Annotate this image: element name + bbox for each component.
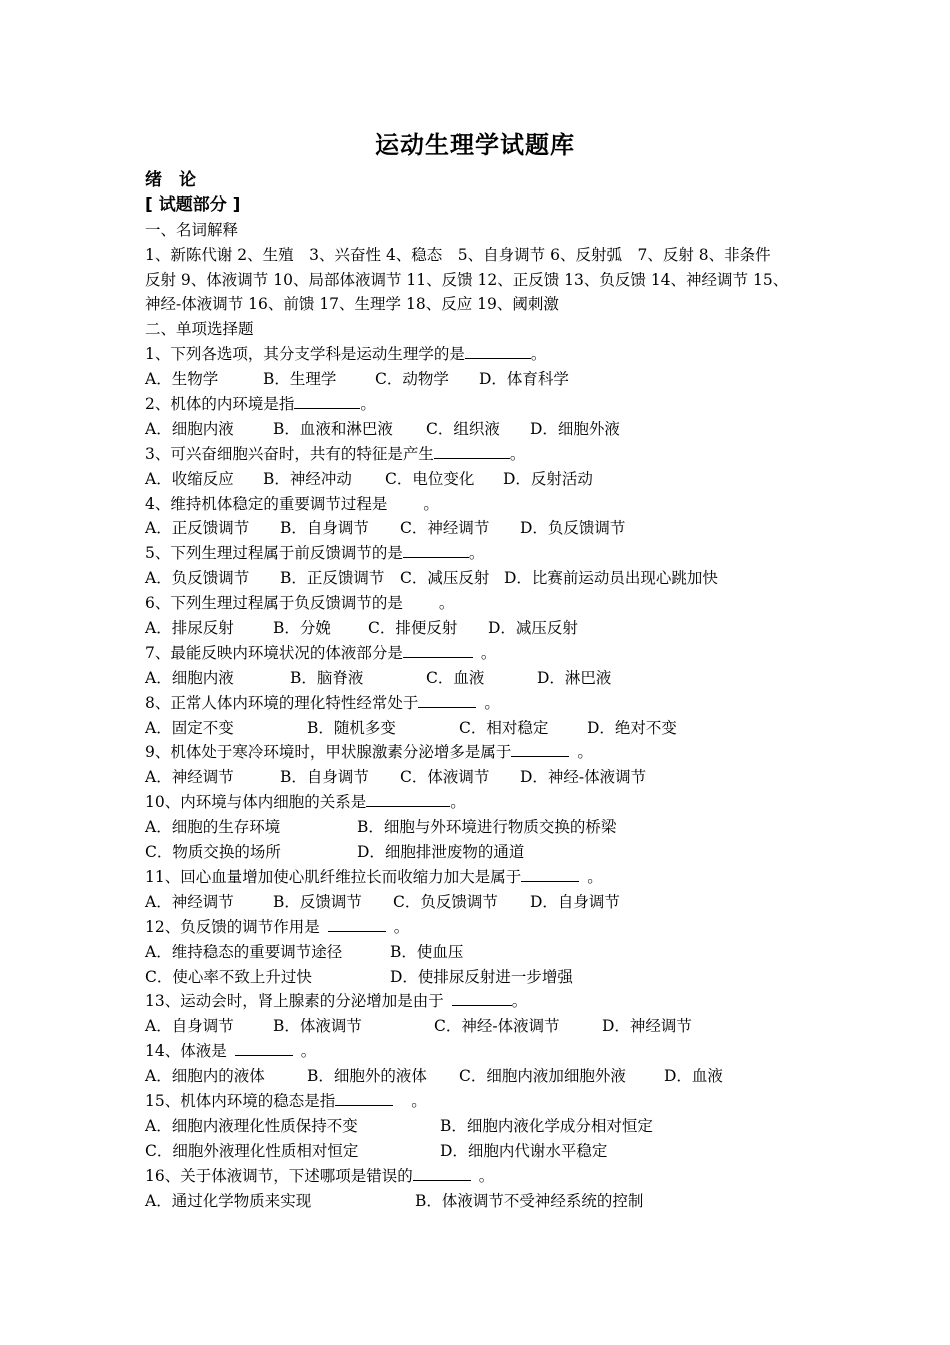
question-end: 。 xyxy=(509,444,526,463)
terms-line-2: 反射 9、体液调节 10、局部体液调节 11、反馈 12、正反馈 13、负反馈 14、神经调节 15、 xyxy=(145,270,789,289)
question-end: 。 xyxy=(411,1091,427,1110)
option-d: D．神经调节 xyxy=(602,1017,692,1036)
question-text: 12、负反馈的调节作用是 xyxy=(145,917,320,936)
question-5 xyxy=(145,541,815,566)
question-8 xyxy=(145,691,815,716)
option-a: A．神经调节 xyxy=(145,892,234,911)
option-c: C．血液 xyxy=(426,668,485,687)
options-3 xyxy=(145,467,815,492)
option-a: A．神经调节 xyxy=(145,768,234,787)
question-text: 16、关于体液调节，下述哪项是错误的 xyxy=(145,1166,413,1185)
question-end: 。 xyxy=(587,867,603,886)
question-text: 13、运动会时，肾上腺素的分泌增加是由于 xyxy=(145,992,444,1011)
option-c: C．减压反射 xyxy=(400,569,490,588)
question-text: 4、维持机体稳定的重要调节过程是 xyxy=(145,494,388,513)
options-10-cd xyxy=(145,840,815,865)
question-end: 。 xyxy=(423,494,439,513)
question-13 xyxy=(145,989,815,1014)
document-body xyxy=(145,168,815,1213)
question-end: 。 xyxy=(480,643,497,662)
question-text: 5、下列生理过程属于前反馈调节的是 xyxy=(145,544,403,563)
answer-blank xyxy=(235,1041,293,1056)
answer-blank xyxy=(521,867,579,882)
answer-blank xyxy=(403,643,473,658)
option-b: B．细胞外的液体 xyxy=(307,1067,427,1086)
option-c: C．体液调节 xyxy=(400,768,490,787)
answer-blank xyxy=(294,394,360,409)
option-a: A．排尿反射 xyxy=(145,619,234,638)
question-end: 。 xyxy=(478,1166,495,1185)
options-5 xyxy=(145,566,815,591)
option-d: D．绝对不变 xyxy=(587,718,677,737)
answer-blank xyxy=(452,991,512,1006)
option-d: D．细胞排泄废物的通道 xyxy=(357,843,525,862)
question-15 xyxy=(145,1089,815,1114)
option-a: A．细胞的生存环境 xyxy=(145,818,281,837)
option-b: B．体液调节 xyxy=(273,1017,362,1036)
option-b: B．生理学 xyxy=(263,370,337,389)
option-b: B．反馈调节 xyxy=(273,892,362,911)
options-14 xyxy=(145,1064,815,1089)
option-c: C．神经-体液调节 xyxy=(434,1017,560,1036)
question-end: 。 xyxy=(484,693,500,712)
options-7 xyxy=(145,666,815,691)
question-text: 15、机体内环境的稳态是指 xyxy=(145,1091,336,1110)
question-14 xyxy=(145,1039,815,1064)
question-text: 7、最能反映内环境状况的体液部分是 xyxy=(145,643,403,662)
option-a: A．收缩反应 xyxy=(145,469,234,488)
options-9 xyxy=(145,765,815,790)
answer-blank xyxy=(511,742,569,757)
option-c: C．负反馈调节 xyxy=(393,892,498,911)
options-6 xyxy=(145,616,815,641)
option-b: B．体液调节不受神经系统的控制 xyxy=(415,1191,644,1210)
option-c: C．相对稳定 xyxy=(459,718,549,737)
options-13 xyxy=(145,1014,815,1039)
question-2 xyxy=(145,392,815,417)
options-2 xyxy=(145,417,815,442)
option-a: A．细胞内液理化性质保持不变 xyxy=(145,1116,358,1135)
options-1 xyxy=(145,367,815,392)
option-d: D．淋巴液 xyxy=(537,668,612,687)
options-10-ab xyxy=(145,815,815,840)
question-text: 6、下列生理过程属于负反馈调节的是 xyxy=(145,594,403,613)
option-d: D．细胞内代谢水平稳定 xyxy=(440,1141,608,1160)
option-a: A．通过化学物质来实现 xyxy=(145,1191,312,1210)
option-a: A．负反馈调节 xyxy=(145,569,250,588)
question-end: 。 xyxy=(530,345,547,364)
question-text: 8、正常人体内环境的理化特性经常处于 xyxy=(145,693,419,712)
answer-blank xyxy=(465,344,531,359)
question-7 xyxy=(145,641,815,666)
answer-blank xyxy=(413,1166,471,1181)
terms-line-3: 神经-体液调节 16、前馈 17、生理学 18、反应 19、阈刺激 xyxy=(145,295,559,314)
question-text: 11、回心血量增加使心肌纤维拉长而收缩力加大是属于 xyxy=(145,867,522,886)
answer-blank xyxy=(418,693,476,708)
option-d: D．自身调节 xyxy=(530,892,620,911)
page-title: 运动生理学试题库 xyxy=(375,131,575,159)
question-10 xyxy=(145,790,815,815)
option-a: A．细胞内的液体 xyxy=(145,1067,265,1086)
answer-blank xyxy=(434,444,510,459)
option-d: D．减压反射 xyxy=(488,619,578,638)
option-d: D．神经-体液调节 xyxy=(520,768,647,787)
question-end: 。 xyxy=(511,992,528,1011)
question-16 xyxy=(145,1164,815,1189)
option-a: A．生物学 xyxy=(145,370,219,389)
option-a: A．自身调节 xyxy=(145,1017,234,1036)
answer-blank xyxy=(335,1091,393,1106)
section-heading-terms: 一、名词解释 xyxy=(145,220,239,239)
question-end: 。 xyxy=(450,793,466,812)
option-b: B．血液和淋巴液 xyxy=(273,419,393,438)
part-heading: [ 试题部分 ] xyxy=(145,194,241,215)
option-c: C．细胞内液加细胞外液 xyxy=(459,1067,626,1086)
option-d: D．血液 xyxy=(664,1067,723,1086)
option-b: B．自身调节 xyxy=(280,768,369,787)
option-d: D．体育科学 xyxy=(479,370,569,389)
option-d: D．负反馈调节 xyxy=(520,519,626,538)
answer-blank xyxy=(328,917,386,932)
question-end: 。 xyxy=(577,743,593,762)
option-d: D．反射活动 xyxy=(503,469,593,488)
option-a: A．固定不变 xyxy=(145,718,234,737)
option-c: C．使心率不致上升过快 xyxy=(145,967,312,986)
option-a: A．细胞内液 xyxy=(145,419,234,438)
option-d: D．比赛前运动员出现心跳加快 xyxy=(504,569,718,588)
option-c: C．组织液 xyxy=(426,419,500,438)
option-b: B．神经冲动 xyxy=(263,469,352,488)
options-4 xyxy=(145,516,815,541)
options-15-cd xyxy=(145,1139,815,1164)
option-b: B．细胞内液化学成分相对恒定 xyxy=(440,1116,653,1135)
options-11 xyxy=(145,890,815,915)
chapter-heading: 绪 论 xyxy=(145,170,196,190)
options-15-ab xyxy=(145,1114,815,1139)
question-9 xyxy=(145,740,815,765)
question-12 xyxy=(145,915,815,940)
question-end: 。 xyxy=(468,544,485,563)
option-b: B．自身调节 xyxy=(280,519,369,538)
question-6 xyxy=(145,591,815,616)
option-c: C．排便反射 xyxy=(368,619,458,638)
terms-line-1: 1、新陈代谢 2、生殖 3、兴奋性 4、稳态 5、自身调节 6、反射弧 7、反射 8、非条件 xyxy=(145,245,771,264)
answer-blank xyxy=(366,792,450,807)
question-text: 10、内环境与体内细胞的关系是 xyxy=(145,793,367,812)
question-1 xyxy=(145,342,815,367)
question-end: 。 xyxy=(360,395,376,414)
option-a: A．正反馈调节 xyxy=(145,519,250,538)
options-12-ab xyxy=(145,940,815,965)
options-16-ab xyxy=(145,1189,815,1214)
option-c: C．动物学 xyxy=(375,370,449,389)
question-4 xyxy=(145,492,815,517)
question-11 xyxy=(145,865,815,890)
option-b: B．细胞与外环境进行物质交换的桥梁 xyxy=(357,818,617,837)
option-c: C．细胞外液理化性质相对恒定 xyxy=(145,1141,359,1160)
option-b: B．使血压 xyxy=(390,942,464,961)
option-b: B．正反馈调节 xyxy=(280,569,385,588)
option-a: A．细胞内液 xyxy=(145,668,234,687)
question-text: 3、可兴奋细胞兴奋时，共有的特征是产生 xyxy=(145,444,434,463)
option-c: C．神经调节 xyxy=(400,519,490,538)
answer-blank xyxy=(403,543,469,558)
options-12-cd xyxy=(145,965,815,990)
question-text: 14、体液是 xyxy=(145,1042,227,1061)
option-c: C．电位变化 xyxy=(385,469,475,488)
option-d: D．使排尿反射进一步增强 xyxy=(390,967,573,986)
question-end: 。 xyxy=(438,594,455,613)
options-8 xyxy=(145,716,815,741)
section-heading-choice: 二、单项选择题 xyxy=(145,320,254,339)
option-b: B．随机多变 xyxy=(307,718,396,737)
question-end: 。 xyxy=(300,1042,317,1061)
question-text: 2、机体的内环境是指 xyxy=(145,395,295,414)
question-text: 1、下列各选项，其分支学科是运动生理学的是 xyxy=(145,345,465,364)
question-text: 9、机体处于寒冷环境时，甲状腺激素分泌增多是属于 xyxy=(145,743,512,762)
option-b: B．分娩 xyxy=(273,619,331,638)
option-a: A．维持稳态的重要调节途径 xyxy=(145,942,343,961)
option-b: B．脑脊液 xyxy=(290,668,364,687)
question-end: 。 xyxy=(393,917,410,936)
option-c: C．物质交换的场所 xyxy=(145,843,281,862)
option-d: D．细胞外液 xyxy=(530,419,620,438)
question-3 xyxy=(145,442,815,467)
